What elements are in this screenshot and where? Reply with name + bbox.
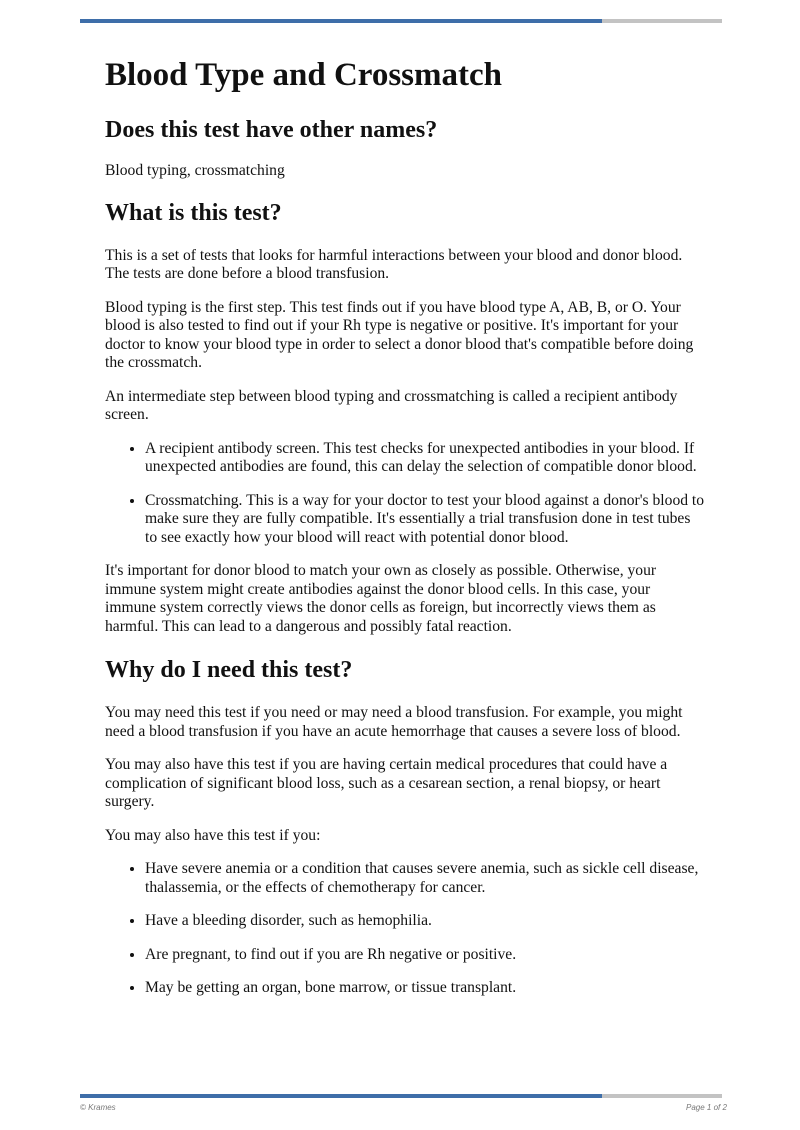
other-names-text: Blood typing, crossmatching — [105, 162, 285, 179]
footer-page-number: Page 1 of 2 — [686, 1103, 727, 1112]
heading-what-is-test: What is this test? — [105, 199, 282, 226]
paragraph: You may need this test if you need or may need a blood transfusion. For example, you might need a blood transfusion if you have an acute hemorrhage that causes a severe loss of blood. — [105, 704, 683, 740]
bottom-bar-gray-segment — [602, 1094, 722, 1098]
why-bullet-list — [105, 860, 705, 998]
list-item: • Crossmatching. This is a way for your doctor to test your blood against a donor's blood to make sure they are fully compatible. It's essentially a trial transfusion done in test tubes to see exactly how your blood will react with potential donor blood. — [145, 492, 705, 548]
list-item: • Have severe anemia or a condition that causes severe anemia, such as sickle cell disease, thalassemia, or the effects of chemotherapy for cancer. — [145, 860, 705, 897]
paragraph: You may also have this test if you: — [105, 826, 321, 844]
document-content — [105, 52, 705, 998]
heading-other-names: Does this test have other names? — [105, 117, 438, 143]
list-item: • A recipient antibody screen. This test checks for unexpected antibodies in your blood. If unexpected antibodies are found, this can delay the selection of compatible donor blood. — [145, 440, 705, 477]
what-bullet-list — [105, 440, 705, 548]
top-bar-gray-segment — [602, 19, 722, 23]
paragraph: Blood typing is the first step. This test finds out if you have blood type A, AB, B, or O. Your blood is also tested to find out if your Rh type is negative or positive. It's important for your doctor to know your blood type in order to select a donor blood that's compatible before doing the crossmatch. — [105, 298, 694, 371]
bottom-accent-bar — [80, 1094, 722, 1098]
top-accent-bar — [80, 19, 722, 23]
list-item: • May be getting an organ, bone marrow, or tissue transplant. — [145, 979, 705, 998]
footer-copyright: © Krames — [80, 1103, 116, 1112]
top-bar-blue-segment — [80, 19, 602, 23]
paragraph: An intermediate step between blood typing and crossmatching is called a recipient antibody screen. — [105, 387, 678, 423]
paragraph: It's important for donor blood to match your own as closely as possible. Otherwise, your immune system might create antibodies against the donor blood cells. In this case, your immune system correctly views the donor cells as foreign, but incorrectly views them as harmful. This can lead to a dangerous and possibly fatal reaction. — [105, 562, 657, 635]
heading-why-need-test: Why do I need this test? — [105, 657, 353, 683]
bottom-bar-blue-segment — [80, 1094, 602, 1098]
paragraph: This is a set of tests that looks for harmful interactions between your blood and donor blood. The tests are done before a blood transfusion. — [105, 246, 683, 282]
list-item: • Are pregnant, to find out if you are Rh negative or positive. — [145, 946, 705, 965]
list-item: • Have a bleeding disorder, such as hemophilia. — [145, 912, 705, 931]
paragraph: You may also have this test if you are having certain medical procedures that could have a complication of significant blood loss, such as a cesarean section, a renal biopsy, or heart surgery. — [105, 756, 668, 810]
page-title: Blood Type and Crossmatch — [105, 57, 502, 93]
